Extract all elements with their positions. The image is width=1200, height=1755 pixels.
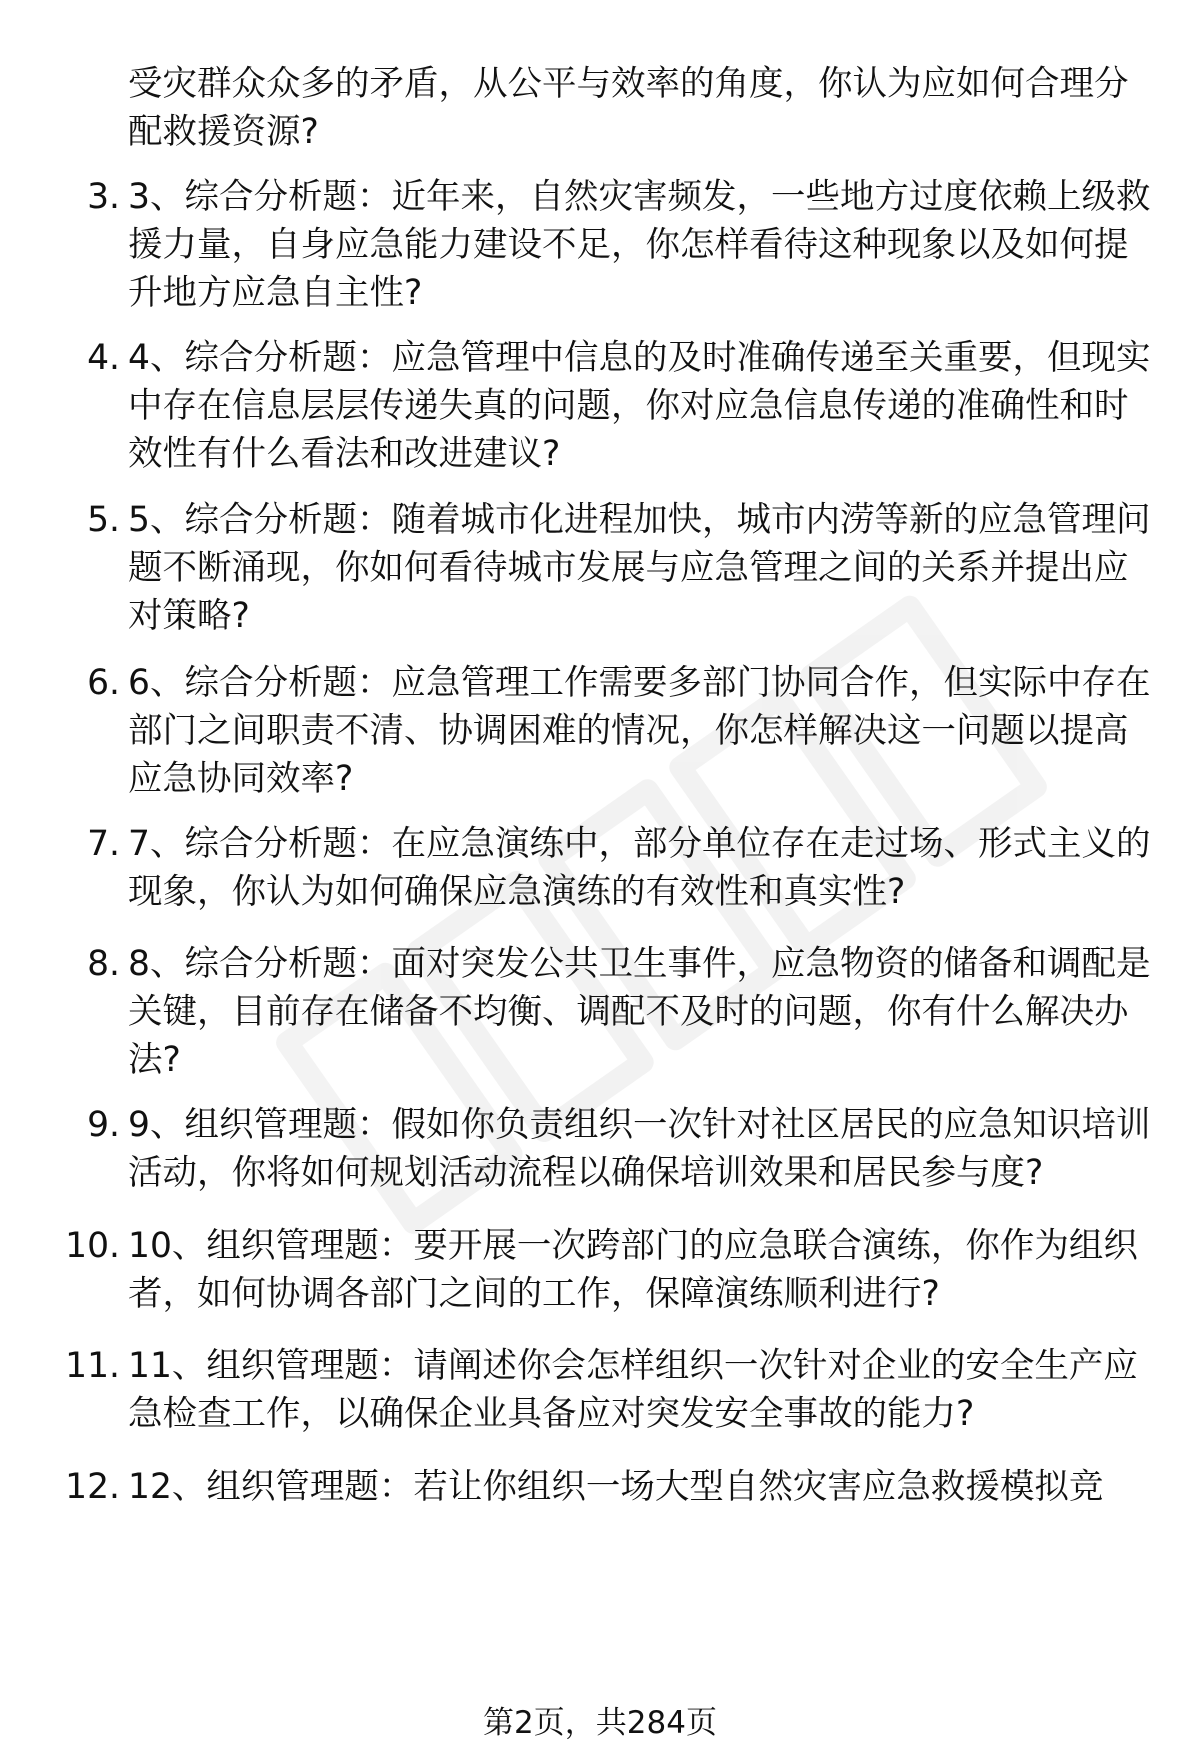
- question-text: 7、综合分析题：在应急演练中，部分单位存在走过场、形式主义的现象，你认为如何确保应急演练的有效性和真实性?: [128, 824, 1151, 912]
- question-continuation: 受灾群众众多的矛盾，从公平与效率的角度，你认为应如何合理分配救援资源?: [128, 64, 1129, 152]
- question-text: 4、综合分析题：应急管理中信息的及时准确传递至关重要，但现实中存在信息层层传递失真的问题，你对应急信息传递的准确性和时效性有什么看法和改进建议?: [128, 338, 1151, 474]
- list-number: 5.: [87, 500, 120, 540]
- question-text: 6、综合分析题：应急管理工作需要多部门协同合作，但实际中存在部门之间职责不清、协调困难的情况，你怎样解决这一问题以提高应急协同效率?: [128, 663, 1151, 799]
- list-number: 10.: [65, 1226, 120, 1266]
- question-text: 5、综合分析题：随着城市化进程加快，城市内涝等新的应急管理问题不断涌现，你如何看待城市发展与应急管理之间的关系并提出应对策略?: [128, 500, 1151, 636]
- question-text: 11、组织管理题：请阐述你会怎样组织一次针对企业的安全生产应急检查工作，以确保企业具备应对突发安全事故的能力?: [128, 1346, 1138, 1434]
- question-text: 10、组织管理题：要开展一次跨部门的应急联合演练，你作为组织者，如何协调各部门之间的工作，保障演练顺利进行?: [128, 1226, 1138, 1314]
- question-text: 9、组织管理题：假如你负责组织一次针对社区居民的应急知识培训活动，你将如何规划活动流程以确保培训效果和居民参与度?: [128, 1105, 1151, 1193]
- list-number: 9.: [87, 1105, 120, 1145]
- list-number: 6.: [87, 663, 120, 703]
- list-number: 4.: [87, 338, 120, 378]
- list-number: 11.: [65, 1346, 120, 1386]
- list-number: 8.: [87, 944, 120, 984]
- page-footer: 第2页，共284页: [483, 1705, 717, 1741]
- list-number: 7.: [87, 824, 120, 864]
- question-text: 8、综合分析题：面对突发公共卫生事件，应急物资的储备和调配是关键，目前存在储备不均衡、调配不及时的问题，你有什么解决办法?: [128, 944, 1151, 1080]
- question-text: 3、综合分析题：近年来，自然灾害频发，一些地方过度依赖上级救援力量，自身应急能力建设不足，你怎样看待这种现象以及如何提升地方应急自主性?: [128, 177, 1151, 313]
- question-text: 12、组织管理题：若让你组织一场大型自然灾害应急救援模拟竞: [128, 1467, 1104, 1507]
- list-number: 3.: [87, 177, 120, 217]
- list-number: 12.: [65, 1467, 120, 1507]
